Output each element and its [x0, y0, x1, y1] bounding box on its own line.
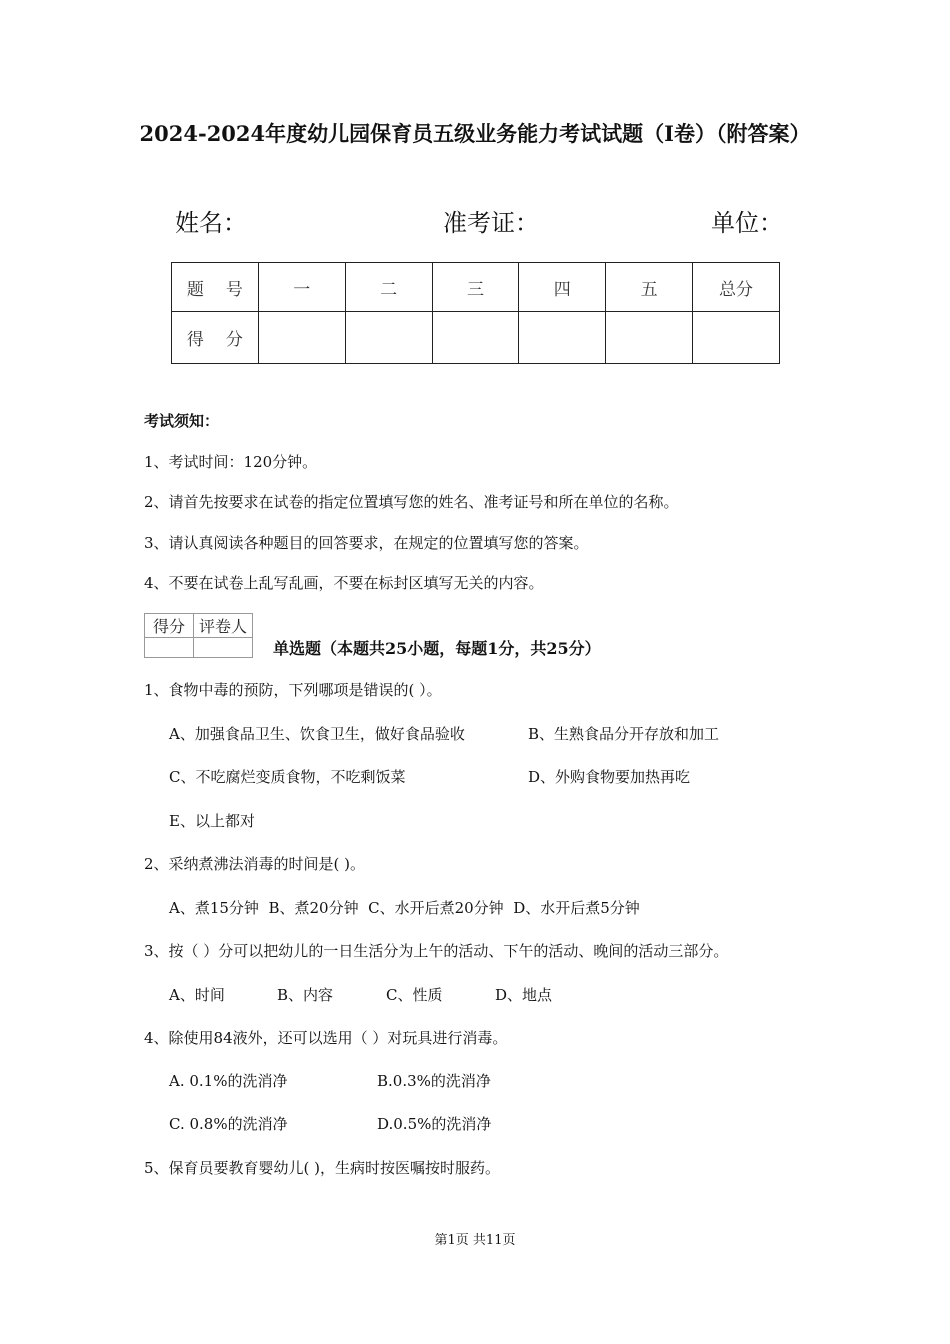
- notice-heading: 考试须知：: [144, 412, 220, 430]
- option: B、内容: [277, 986, 334, 1004]
- option: A、加强食品卫生、饮食卫生，做好食品验收: [169, 725, 465, 743]
- notice-item: 1、考试时间：120分钟。: [144, 453, 318, 471]
- score-table-score-row: [172, 312, 780, 364]
- option: D.0.5%的洗消净: [377, 1115, 492, 1133]
- column-header: 一: [258, 263, 345, 312]
- grader-score-label: 得分: [145, 614, 194, 638]
- option: E、以上都对: [169, 812, 255, 830]
- name-field-label: 姓名：: [175, 209, 247, 237]
- column-header: 五: [606, 263, 693, 312]
- score-cell[interactable]: [519, 312, 606, 364]
- page-footer: 第1页 共11页: [434, 1233, 516, 1248]
- option: C、性质: [386, 986, 443, 1004]
- question-stem: 4、除使用84液外，还可以选用（ ）对玩具进行消毒。: [144, 1029, 508, 1047]
- option: B.0.3%的洗消净: [377, 1072, 491, 1090]
- notice-item: 4、不要在试卷上乱写乱画，不要在标封区填写无关的内容。: [144, 574, 544, 592]
- question-number-label: [172, 263, 259, 312]
- label-char: 得: [186, 330, 204, 350]
- score-cell[interactable]: [432, 312, 519, 364]
- column-header: 三: [432, 263, 519, 312]
- notice-item: 3、请认真阅读各种题目的回答要求，在规定的位置填写您的答案。: [144, 534, 589, 552]
- grader-name-cell[interactable]: [194, 638, 253, 658]
- option: B、生熟食品分开存放和加工: [528, 725, 720, 743]
- grader-name-label: 评卷人: [194, 614, 253, 638]
- question-stem: 2、采纳煮沸法消毒的时间是( )。: [144, 855, 366, 873]
- exam-number-field-label: 准考证：: [443, 209, 539, 237]
- option: C. 0.8%的洗消净: [169, 1115, 288, 1133]
- unit-field-label: 单位：: [711, 209, 783, 237]
- option: A、时间: [169, 986, 225, 1004]
- question-stem: 3、按（ ）分可以把幼儿的一日生活分为上午的活动、下午的活动、晚间的活动三部分。: [144, 942, 729, 960]
- score-cell[interactable]: [258, 312, 345, 364]
- score-label: [172, 312, 259, 364]
- score-cell[interactable]: [606, 312, 693, 364]
- grader-score-cell[interactable]: [145, 638, 194, 658]
- question-stem: 1、食物中毒的预防，下列哪项是错误的( ）。: [144, 681, 442, 699]
- option: C、不吃腐烂变质食物，不吃剩饭菜: [169, 768, 406, 786]
- score-table-header-row: [172, 263, 780, 312]
- label-char: 号: [225, 279, 243, 300]
- column-header: 二: [345, 263, 432, 312]
- option: D、外购食物要加热再吃: [528, 768, 691, 786]
- label-char: 题: [186, 279, 204, 300]
- option: A、煮15分钟 B、煮20分钟 C、水开后煮20分钟 D、水开后煮5分钟: [169, 899, 640, 917]
- page-title: 2024-2024年度幼儿园保育员五级业务能力考试试题（I卷）（附答案）: [139, 121, 811, 146]
- score-table: [171, 262, 780, 364]
- grader-table: [144, 613, 253, 658]
- notice-item: 2、请首先按要求在试卷的指定位置填写您的姓名、准考证号和所在单位的名称。: [144, 493, 679, 511]
- column-header: 四: [519, 263, 606, 312]
- label-char: 分: [225, 330, 243, 350]
- score-cell[interactable]: [345, 312, 432, 364]
- option: A. 0.1%的洗消净: [169, 1072, 288, 1090]
- column-header: 总分: [693, 263, 780, 312]
- section-heading: 单选题（本题共25小题，每题1分，共25分）: [273, 639, 601, 658]
- option: D、地点: [495, 986, 553, 1004]
- question-stem: 5、保育员要教育婴幼儿( )，生病时按医嘱按时服药。: [144, 1159, 501, 1177]
- score-cell[interactable]: [693, 312, 780, 364]
